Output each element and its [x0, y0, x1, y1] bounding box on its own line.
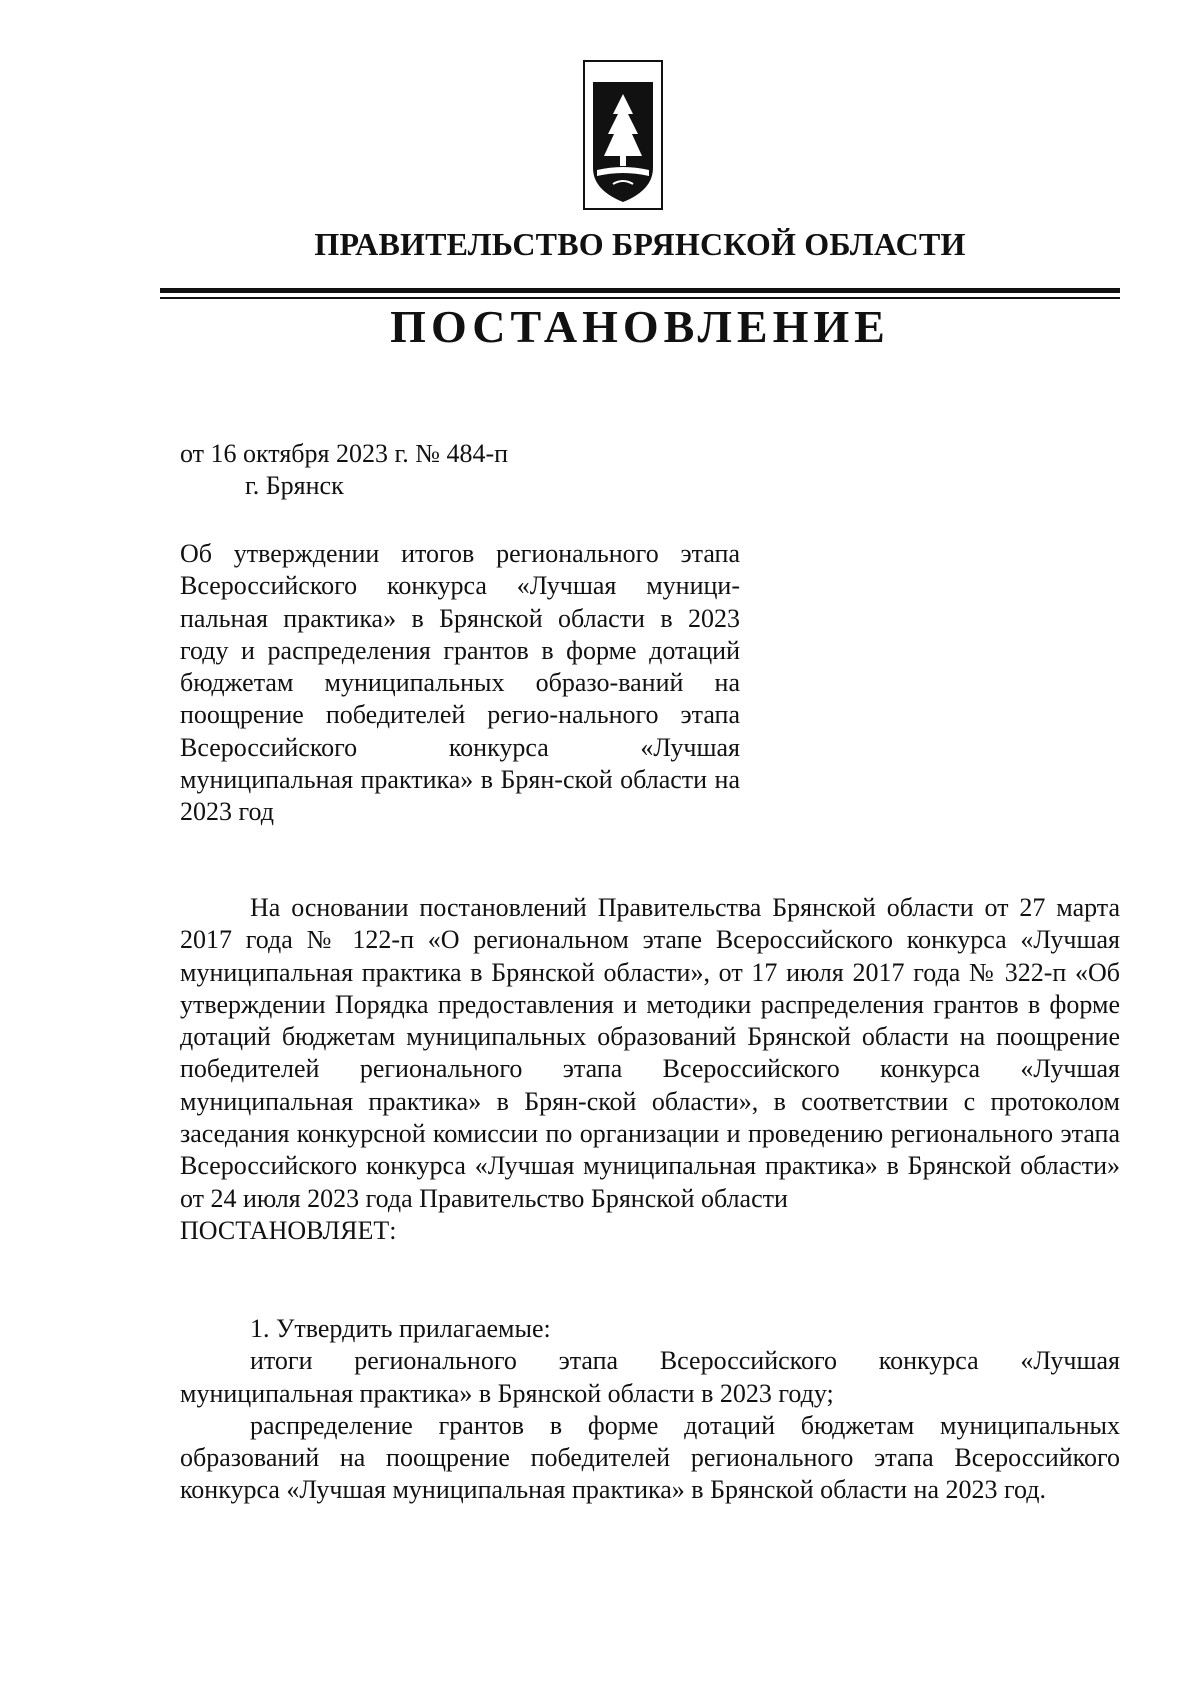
document-subject: Об утверждении итогов регионального этапа Всероссийского конкурса «Лучшая муници-пальная практика» в Брянской области в 2023 году и распределения грантов в форме дотаций бюджетам муниципальных образо-ваний на поощрение победителей регио-нального этапа Всероссийского конкурса «Лучшая муниципальная практика» в Брян-ской области на 2023 год — [180, 539, 740, 827]
item-1-a: итоги регионального этапа Всероссийского конкурса «Лучшая муниципальная практика» в Брянской области в 2023 году; — [180, 1346, 1120, 1408]
city-line: г. Брянск — [245, 471, 344, 500]
bryansk-coat-of-arms-icon — [583, 60, 663, 210]
resolves-keyword: ПОСТАНОВЛЯЕТ: — [180, 1215, 397, 1245]
item-1-b: распределение грантов в форме дотаций бюджетам муниципальных образований на поощрение победителей регионального этапа Всероссийкого конкурса «Лучшая муниципальная практика» в Брянской области на 2023 год. — [180, 1410, 1120, 1505]
document-type-title: ПОСТАНОВЛЕНИЕ — [390, 301, 890, 352]
resolution-items — [180, 1313, 1120, 1507]
header-rule-thick — [160, 288, 1120, 293]
government-title: ПРАВИТЕЛЬСТВО БРЯНСКОЙ ОБЛАСТИ — [314, 226, 966, 262]
basis-section — [180, 892, 1120, 1247]
item-1-heading: 1. Утвердить прилагаемые: — [250, 1314, 551, 1343]
date-number-line: от 16 октября 2023 г. № 484-п — [180, 439, 509, 468]
basis-paragraph: На основании постановлений Правительства Брянской области от 27 марта 2017 года № 122-п «О региональном этапе Всероссийского конкурса «Лучшая муниципальная практика в Брянской области», от 17 июля 2017 года № 322-п «Об утверждении Порядка предоставления и методики распределения грантов в форме дотаций бюджетам муниципальных образований Брянской области на поощрение победителей регионального этапа Всероссийского конкурса «Лучшая муниципальная практика» в Брян-ской области», в соответствии с протоколом заседания конкурсной комиссии по организации и проведению регионального этапа Всероссийского конкурса «Лучшая муниципальная практика» в Брянской области» от 24 июля 2023 года Правительство Брянской области — [180, 893, 1120, 1213]
header-rule-thin — [160, 297, 1120, 299]
